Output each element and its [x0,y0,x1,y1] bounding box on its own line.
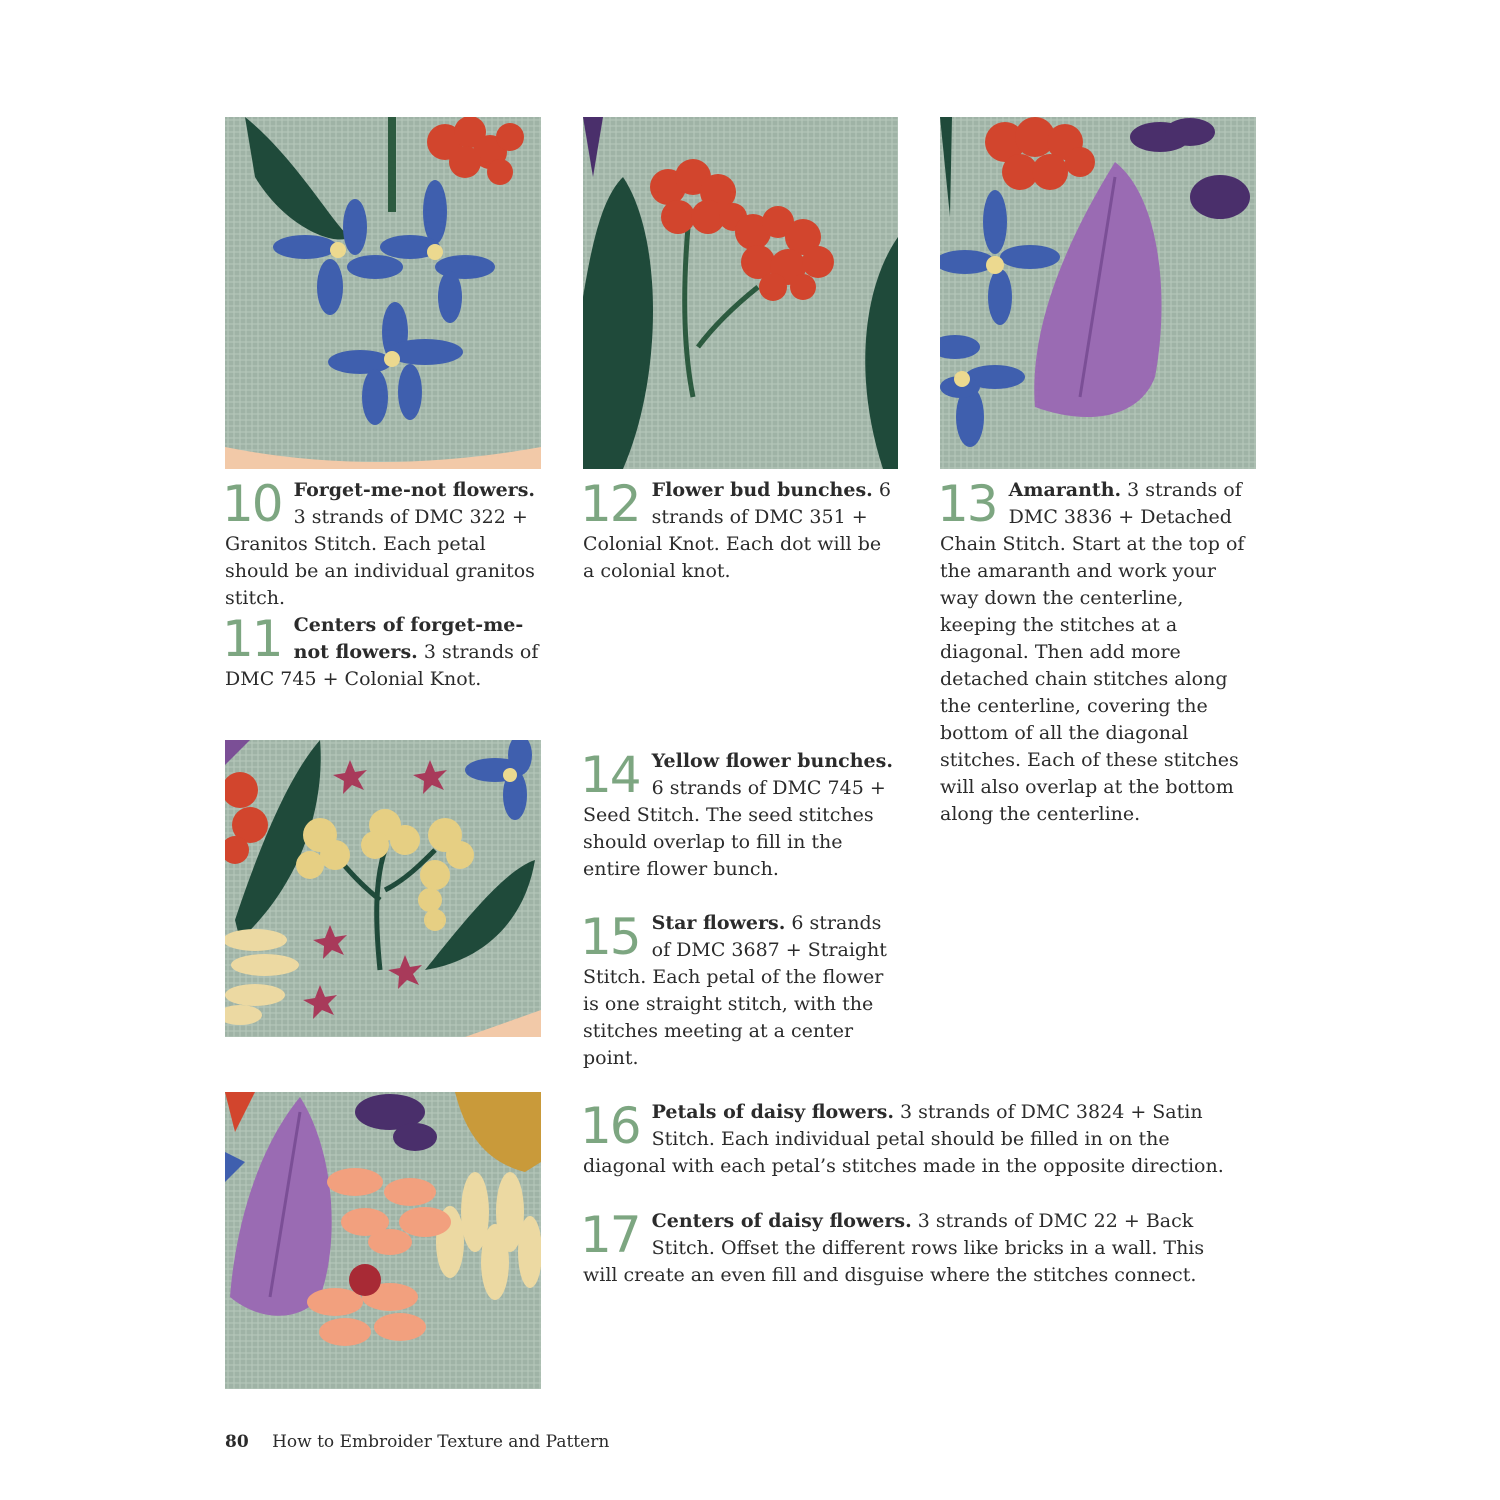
step-body: 3 strands of DMC 3824 + Satin Stitch. Each individual petal should be filled in on the diagonal with each petal’s stitches made in the opposite direction. [583,1101,1224,1177]
step-title: Centers of forget-me-not flowers. [293,614,524,663]
step-body: 6 strands of DMC 351 + Colonial Knot. Each dot will be a colonial knot. [583,479,891,582]
book-title: How to Embroider Texture and Pattern [272,1432,610,1452]
step-number: 10 [222,475,282,533]
step-number: 17 [580,1206,640,1264]
step-number: 13 [937,475,997,533]
step-title: Yellow flower bunches. [651,750,893,772]
step-12 [580,475,898,585]
step-body: 3 strands of DMC 745 + Colonial Knot. [225,641,539,690]
step-16 [580,1097,1243,1180]
step-title: Centers of daisy flowers. [651,1210,912,1232]
step-number: 12 [580,475,640,533]
step-11 [222,610,545,693]
step-17 [580,1206,1243,1289]
step-body: 3 strands of DMC 22 + Back Stitch. Offset the different rows like bricks in a wall. This will create an even fill and disguise where the stitches connect. [583,1210,1205,1286]
step-title: Flower bud bunches. [651,479,873,501]
step-title: Petals of daisy flowers. [651,1101,894,1123]
step-13 [937,475,1258,828]
photo-yellow-flower-bunches [225,740,541,1037]
step-title: Amaranth. [1008,479,1122,501]
step-body: 3 strands of DMC 322 + Granitos Stitch. Each petal should be an individual granitos stitch. [225,506,535,609]
page-footer [225,1432,609,1452]
step-number: 14 [580,746,640,804]
photo-flower-bud-bunches [583,117,898,469]
step-body: 3 strands of DMC 3836 + Detached Chain Stitch. Start at the top of the amaranth and work your way down the centerline, keeping the stitches at a diagonal. Then add more detached chain stitches along the centerline, covering the bottom of all the diagonal stitches. Each of these stitches will also overlap at the bottom along the centerline. [940,479,1245,825]
step-body: 6 strands of DMC 745 + Seed Stitch. The seed stitches should overlap to fill in the entire flower bunch. [583,777,886,880]
step-14 [580,746,903,883]
photo-amaranth [940,117,1256,469]
step-body: 6 strands of DMC 3687 + Straight Stitch. Each petal of the flower is one straight stitch, with the stitches meeting at a center point. [583,912,887,1069]
step-10 [222,475,545,612]
step-number: 11 [222,610,282,668]
step-title: Star flowers. [651,912,786,934]
photo-daisy-flowers [225,1092,541,1389]
page-number: 80 [225,1432,249,1452]
step-title: Forget-me-not flowers. [293,479,536,501]
photo-forget-me-not-flowers [225,117,541,469]
step-number: 16 [580,1097,640,1155]
step-15 [580,908,903,1072]
step-number: 15 [580,908,640,966]
